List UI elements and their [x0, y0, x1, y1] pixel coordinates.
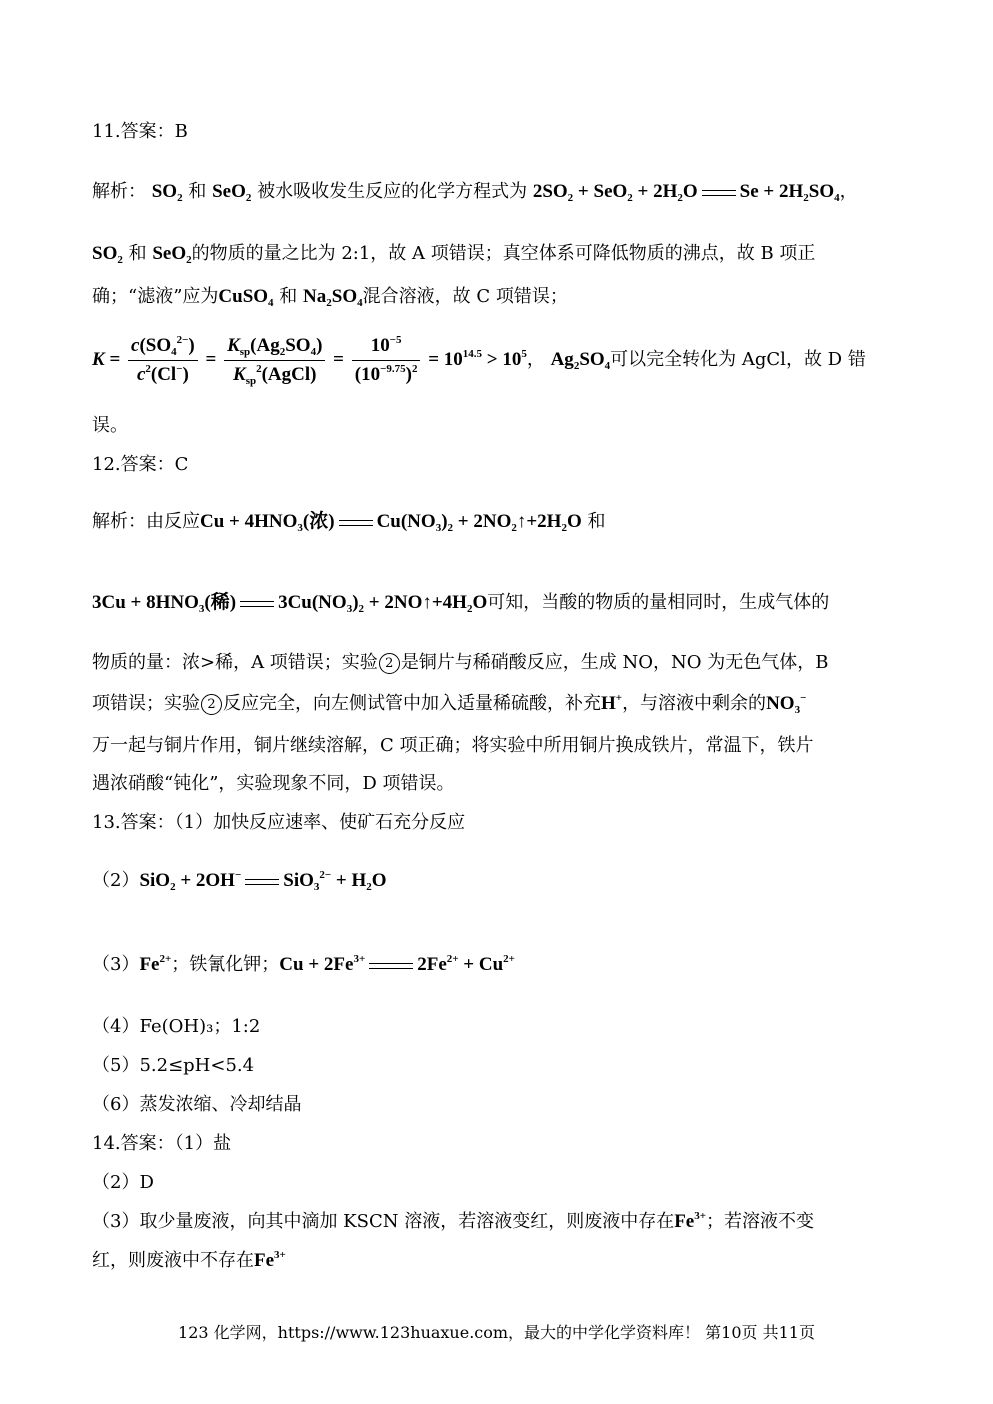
q12-analysis-line-2: [92, 589, 897, 617]
text: ，: [839, 181, 858, 202]
text: ；铁氰化钾；: [171, 954, 280, 975]
page-footer: 123 化学网，https://www.123huaxue.com，最大的中学化学资料库！ 第10页 共11页: [178, 1323, 815, 1342]
formula-h-plus: H+: [601, 692, 623, 714]
q12-answer: 12.答案：C: [92, 454, 189, 475]
part-label: （3）: [92, 954, 140, 975]
text: ，与溶液中剩余的: [622, 693, 767, 714]
text: （3）取少量废液，向其中滴加 KSCN 溶液，若溶液变红，则废液中存在: [92, 1211, 675, 1232]
q13-part-2: [92, 867, 897, 895]
equation-sio2: SiO$_2$ + 2OH− $SiO_3^{2-} + H_2O$: [139, 869, 387, 893]
text: 和: [279, 286, 298, 307]
k-symbol: K: [92, 349, 105, 370]
analysis-label: 解析：由反应: [92, 511, 200, 532]
text: ，: [526, 349, 545, 370]
formula-na2so4: $Na_2SO_4$: [303, 286, 363, 309]
text: 和: [128, 243, 147, 264]
formula-so2: $SO_2$: [151, 181, 183, 204]
fraction-ksp: $\frac{K_{sp}(Ag_2SO_4)}{K_{sp}^2(AgCl)}$: [224, 334, 325, 387]
q14-part-3-line-2: [92, 1247, 897, 1275]
text: 反应完全，向左侧试管中加入适量稀硫酸，补充: [223, 693, 601, 714]
q14-part-3-line-1: [92, 1208, 897, 1236]
text: 可以完全转化为 AgCl，故 D 错: [610, 349, 866, 370]
q11-analysis-line-1: [92, 178, 897, 206]
q11-analysis-line-4: K = $\frac{c(SO_4^{2-})}{c^2(Cl^-)}$ = $\frac{K_{sp}(Ag_2SO_4)}{K_{sp}^2(AgCl)}$ = $\frac{10^{-5}}{(10^{-9.75})^2}$ = $10^{14.5} > 10^5$， $Ag_2SO_4$可以完全转化为 AgCl，故 D 错: [92, 333, 866, 387]
formula-no3-minus: $NO_3^-$: [766, 692, 807, 716]
q14-part-2: （2）D: [92, 1172, 154, 1193]
q12-analysis-line-1: [92, 508, 897, 536]
q12-analysis-line-3: [92, 649, 897, 677]
equation-conc-nitric: $Cu + 4HNO_3$(浓) $Cu(NO_3)_2$ + $2NO_2↑+2H_2O$: [200, 511, 582, 534]
q11-analysis-line-3: [92, 283, 897, 311]
formula-fe2-plus: $Fe^{2+}$: [139, 953, 172, 975]
text: 可知，当酸的物质的量相同时，生成气体的: [487, 592, 830, 613]
q14-answer: 14.答案：（1）盐: [92, 1133, 232, 1154]
q11-analysis-line-5: 误。: [92, 415, 128, 436]
q13-part-6: （6）蒸发浓缩、冷却结晶: [92, 1094, 302, 1115]
circled-number: 2: [379, 653, 400, 674]
q12-analysis-line-6: 遇浓硝酸“钝化”，实验现象不同，D 项错误。: [92, 773, 455, 794]
q12-analysis-line-5: 万一起与铜片作用，铜片继续溶解，C 项正确；将实验中所用铜片换成铁片，常温下，铁片: [92, 735, 814, 756]
analysis-label: 解析：: [92, 181, 146, 202]
formula-ag2so4: $Ag_2SO_4$: [550, 349, 611, 372]
formula-so2: $SO_2$: [92, 243, 123, 266]
formula-cuso4: CuSO$_4$: [218, 286, 274, 309]
text: 确；“滤液”应为: [92, 286, 219, 307]
circled-number: 2: [201, 694, 222, 715]
text: 物质的量：浓>稀，A 项错误；实验: [92, 652, 378, 673]
formula-seo2: SeO$_2$: [152, 243, 192, 266]
text: ；若溶液不变: [706, 1211, 815, 1232]
q13-answer: 13.答案：（1）加快反应速率、使矿石充分反应: [92, 812, 466, 833]
text: 和: [587, 511, 606, 532]
formula-fe3-plus: $Fe^{3+}$: [254, 1249, 286, 1271]
formula-seo2: SeO$_2$: [212, 181, 252, 204]
q11-answer: 11.答案：B: [92, 121, 188, 142]
text: 和: [188, 181, 207, 202]
q12-analysis-line-4: [92, 690, 897, 718]
text: 是铜片与稀硝酸反应，生成 NO，NO 为无色气体，B: [400, 652, 829, 673]
text: 混合溶液，故 C 项错误；: [362, 286, 568, 307]
text: 被水吸收发生反应的化学方程式为: [257, 181, 528, 202]
result-value: = $10^{14.5} > 10^5$: [423, 348, 527, 370]
equation-dilute-nitric: $3Cu + 8HNO_3$(稀) $3Cu(NO_3)_2$ + $2NO↑+4H_2O$: [92, 592, 488, 615]
part-label: （2）: [92, 870, 140, 891]
equation-cu-fe3: $Cu + 2Fe^{3+}$ $2Fe^{2+} + Cu^{2+}$: [279, 953, 515, 975]
text: 的物质的量之比为 2:1，故 A 项错误；真空体系可降低物质的沸点，故 B 项正: [191, 243, 816, 264]
formula-fe3-plus: $Fe^{3+}$: [674, 1210, 707, 1232]
fraction-power: $\frac{10^{-5}}{(10^{-9.75})^2}$: [352, 334, 421, 387]
q13-part-3: [92, 951, 897, 979]
text: 红，则废液中不存在: [92, 1250, 254, 1271]
fraction-concentration: $\frac{c(SO_4^{2-})}{c^2(Cl^-)}$: [128, 334, 198, 387]
q13-part-5: （5）5.2≤pH<5.4: [92, 1055, 255, 1076]
text: 项错误；实验: [92, 693, 200, 714]
q13-part-4: （4）Fe(OH)₃；1:2: [92, 1016, 261, 1037]
q11-analysis-line-2: [92, 240, 897, 268]
equation-se: $2SO_2 + SeO_2 + 2H_2O$ $Se + 2H_2SO_4$: [532, 181, 840, 204]
